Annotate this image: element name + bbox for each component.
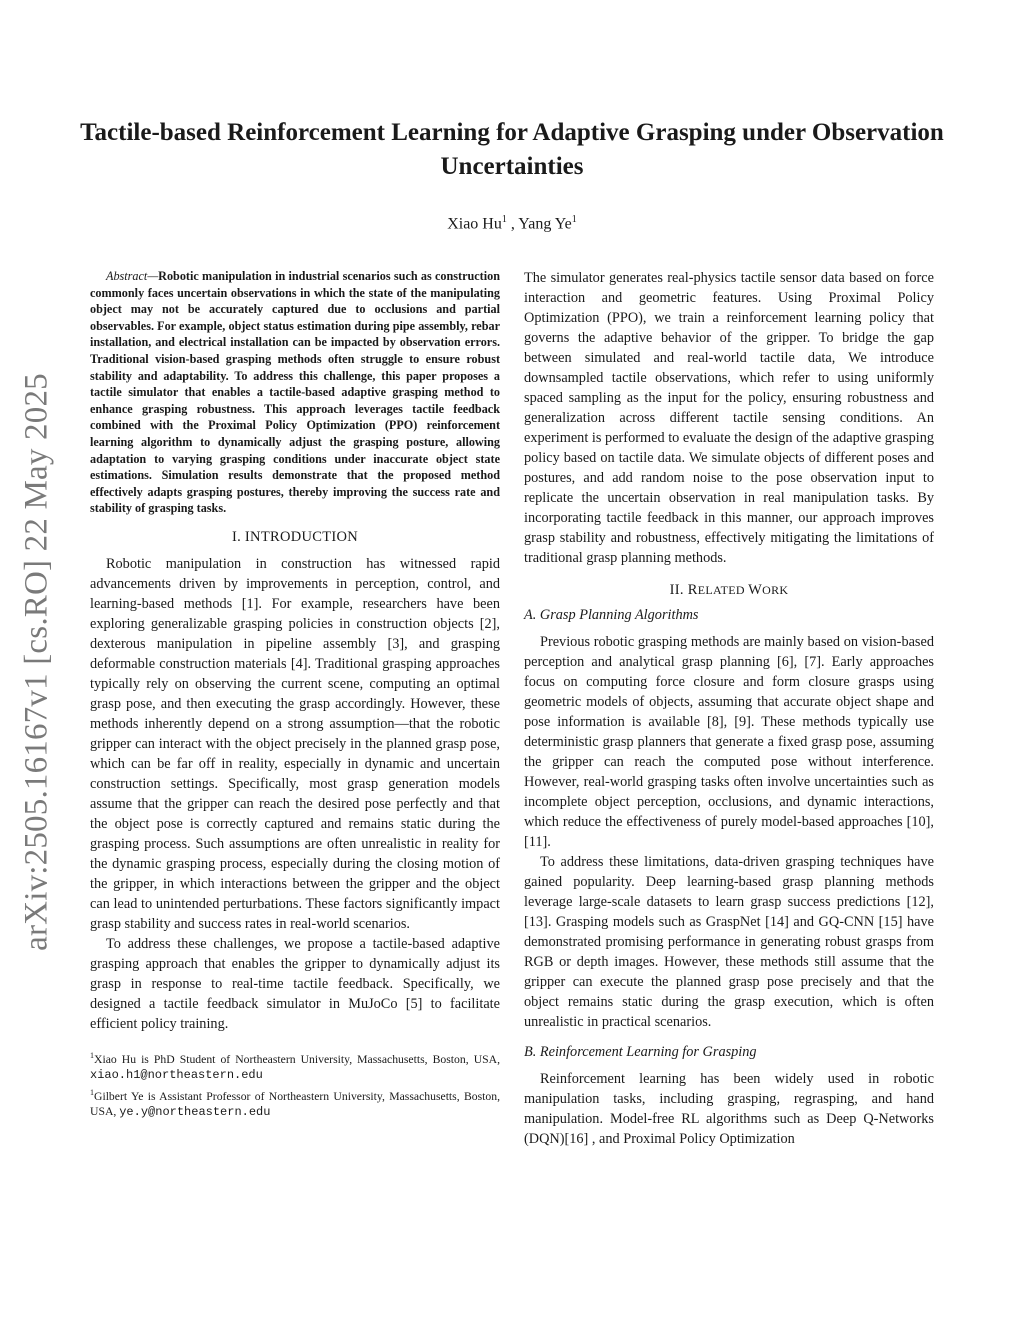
intro-paragraph: To address these challenges, we propose a tactile-based adaptive grasping approach that enables the gripper to dynamically adjust its grasp in response to real-time tactile feedback. Specifically, we designed a tactile feedback simulator in MuJoCo [5] to facilitate efficient policy training.	[90, 935, 500, 1032]
arxiv-id[interactable]: arXiv:2505.16167v1 [cs.RO] 22 May 2025	[18, 373, 55, 951]
abstract-label: Abstract	[106, 269, 148, 283]
abstract-text: Robotic manipulation in industrial scenarios such as construction commonly faces uncertain observations in which the state of the manipulating object may not be accurately captured due to occlusions and partial observables. For example, object status estimation during pipe assembly, rebar installation, and electrical installation can be impacted by observation errors. Traditional vision-based grasping methods often struggle to ensure robust stability and adaptability. To address this challenge, this paper proposes a tactile simulator that enables a tactile-based adaptive grasping method to enhance grasping robustness. This approach leverages tactile feedback combined with the Proximal Policy Optimization (PPO) reinforcement learning algorithm to dynamically adjust the grasping posture, allowing adaptation to varying grasping conditions under inaccurate object state estimations. Simulation results demonstrate that the proposed method effectively adapts grasping postures, thereby improving the success rate and stability of grasping tasks.	[90, 269, 500, 516]
heading-smallcaps: ELATED	[697, 583, 749, 597]
body-paragraph: To address these limitations, data-driven grasping techniques have gained popularity. Deep learning-based grasp planning methods leverage large-scale datasets to learn grasp success predictions [12], [13]. Grasping models such as GraspNet [14] and GQ-CNN [15] have demonstrated promising performance in generating robust grasps from RGB or depth images. However, these methods still assume that the gripper can execute the planned grasp pose precisely and that the object remains static during the grasp execution, which is often unrealistic in practical scenarios.	[524, 854, 934, 1030]
footnote-text: Gilbert Ye is Assistant Professor of Northeastern University, Massachusetts, Boston, USA,	[90, 1089, 500, 1118]
footnote-mark: 1	[90, 1050, 94, 1060]
body-paragraph: Previous robotic grasping methods are mainly based on vision-based perception and analytical grasp planning [6], [7]. Early approaches focus on computing force closure and form closure grasps using geometric models of objects, assuming that accurate object shape and pose information is available [8], [9]. These methods typically use deterministic grasp planners that generate a fixed grasp pose, assuming the gripper can reach the computed pose without interference. However, real-world grasping tasks often involve uncertainties such as incomplete object perception, occlusions, and dynamic interactions, which reduce the effectiveness of purely model-based approaches [10], [11].	[524, 634, 934, 850]
footnote-text: Xiao Hu is PhD Student of Northeastern University, Massachusetts, Boston, USA,	[94, 1052, 500, 1066]
subsection-heading-rl-grasping: B. Reinforcement Learning for Grasping	[524, 1044, 757, 1060]
subsection-heading-grasp-planning: A. Grasp Planning Algorithms	[524, 607, 699, 623]
email-link[interactable]: ye.y@northeastern.edu	[119, 1104, 271, 1119]
author-name: Yang Ye	[518, 215, 572, 233]
section-heading-related-work	[524, 582, 934, 599]
heading-letter: R	[687, 582, 698, 598]
affiliation-mark: 1	[501, 214, 507, 225]
left-column	[90, 268, 500, 1122]
arxiv-stamp	[14, 362, 60, 962]
intro-paragraph: Robotic manipulation in construction has witnessed rapid advancements driven by improvements in perception, control, and learning-based methods [1]. For example, researchers have been exploring generalizable grasping policies in construction objects [2], dexterous manipulation in pipeline assembly [3], and grasping deformable construction materials [4]. Traditional grasping approaches typically rely on observing the current scene, computing an optimal grasp pose, and then executing the grasp accordingly. However, these methods inherently depend on a strong assumption—that the robotic gripper can interact with the object precisely in the planned grasp pose, which can be far off in reality, especially in dynamic and uncertain construction settings. Specifically, most grasp generation models assume that the gripper can reach the desired pose perfectly and that the object pose is correctly captured and remains static during the grasping process. Such assumptions are often unrealistic in reality for the dynamic grasping process, especially during the closing motion of the gripper, in which interactions between the gripper and the object can lead to unintended perturbations. These factors significantly impact grasp stability and success rates in real-world scenarios.	[90, 555, 500, 932]
section-number: II.	[669, 582, 688, 598]
author-separator: ,	[506, 215, 519, 233]
right-column	[524, 268, 934, 1149]
section-heading-introduction: I. INTRODUCTION	[231, 528, 359, 545]
heading-letter: W	[748, 582, 763, 598]
intro-paragraph-continued: The simulator generates real-physics tactile sensor data based on force interaction and geometric features. Using Proximal Policy Optimization (PPO), we train a reinforcement learning policy that governs the adaptive behavior of the gripper. To bridge the gap between simulated and real-world tactile data, We introduce downsampled tactile observations, which refer to using uniformly spaced sampling as the input for the policy, ensuring robustness and generalization across different tactile sensing conditions. An experiment is performed to evaluate the design of the adaptive grasping policy based on tactile data. We simulate objects of different poses and postures, and add random noise to the pose observation input to replicate the uncertain observation in real manipulation tasks. By incorporating tactile feedback in this manner, our approach improves grasp stability and robustness, effectively mitigating the limitations of traditional grasp planning methods.	[524, 270, 934, 566]
abstract-dash: —	[147, 269, 159, 283]
body-paragraph: Reinforcement learning has been widely used in robotic manipulation tasks, including grasping, regrasping, and hand manipulation. Model-free RL algorithms such as Deep Q-Networks (DQN)[16] , and Proximal Policy Optimization	[524, 1071, 934, 1147]
affiliation-mark: 1	[571, 214, 577, 225]
paper-title: Tactile-based Reinforcement Learning for Adaptive Grasping under Observation Uncertainties	[80, 119, 944, 180]
author-name: Xiao Hu	[447, 215, 502, 233]
abstract	[90, 268, 500, 517]
author-line	[80, 210, 944, 234]
email-link[interactable]: xiao.h1@northeastern.edu	[90, 1067, 263, 1082]
footnote	[90, 1085, 500, 1120]
footnote	[90, 1048, 500, 1083]
footnotes	[90, 1048, 500, 1120]
heading-smallcaps: ORK	[762, 583, 789, 597]
footnote-mark: 1	[90, 1087, 94, 1097]
